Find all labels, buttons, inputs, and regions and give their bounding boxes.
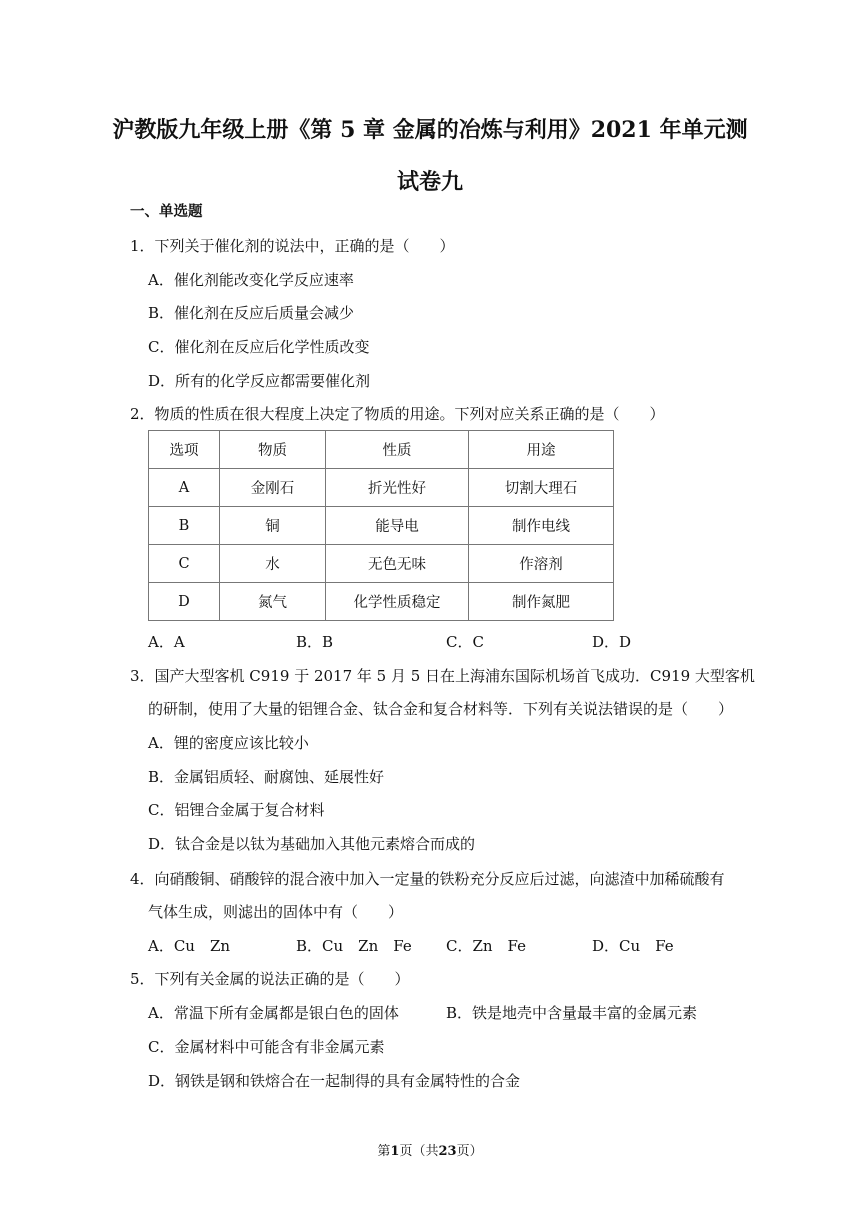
table-cell: 铜	[220, 507, 326, 545]
question-2-option-d: D．D	[592, 633, 632, 651]
document-title	[100, 104, 760, 208]
question-3-option-b: B．金属铝质轻、耐腐蚀、延展性好	[148, 768, 385, 786]
table-cell: 水	[220, 545, 326, 583]
table-cell: 折光性好	[326, 469, 469, 507]
footer-page-number: 1	[390, 1144, 400, 1159]
table-cell: D	[149, 583, 220, 621]
footer-suffix: 页）	[456, 1144, 483, 1159]
question-3-option-d: D．钛合金是以钛为基础加入其他元素熔合而成的	[148, 835, 476, 853]
table-row	[149, 469, 614, 507]
question-1-stem: 1．下列关于催化剂的说法中，正确的是（ ）	[130, 237, 455, 255]
question-1-option-c: C．催化剂在反应后化学性质改变	[148, 338, 370, 356]
table-row	[149, 545, 614, 583]
table-row	[149, 583, 614, 621]
question-5-option-a: A．常温下所有金属都是银白色的固体	[148, 1004, 399, 1022]
table-cell: B	[149, 507, 220, 545]
page-footer	[0, 1140, 860, 1159]
footer-total-pages: 23	[438, 1144, 457, 1159]
table-cell: 切割大理石	[469, 469, 614, 507]
table-cell: 氮气	[220, 583, 326, 621]
table-header-row	[149, 431, 614, 469]
question-5-option-c: C．金属材料中可能含有非金属元素	[148, 1038, 385, 1056]
question-5-stem: 5．下列有关金属的说法正确的是（ ）	[130, 970, 410, 988]
table-row	[149, 507, 614, 545]
table-cell: 无色无味	[326, 545, 469, 583]
table-cell: 制作电线	[469, 507, 614, 545]
question-3-stem-line-2: 的研制，使用了大量的铝锂合金、钛合金和复合材料等．下列有关说法错误的是（ ）	[148, 700, 734, 718]
question-3-option-c: C．铝锂合金属于复合材料	[148, 801, 325, 819]
table-header-cell: 用途	[469, 431, 614, 469]
table-cell: A	[149, 469, 220, 507]
table-cell: 能导电	[326, 507, 469, 545]
question-2-option-b: B．B	[296, 633, 334, 651]
section-heading: 一、单选题	[130, 203, 203, 220]
table-header-cell: 物质	[220, 431, 326, 469]
question-5-option-b: B．铁是地壳中含量最丰富的金属元素	[446, 1004, 698, 1022]
table-cell: 作溶剂	[469, 545, 614, 583]
question-4-option-d: D．Cu Fe	[592, 937, 674, 955]
question-4-option-c: C．Zn Fe	[446, 937, 527, 955]
question-2-option-c: C．C	[446, 633, 484, 651]
question-1-option-b: B．催化剂在反应后质量会减少	[148, 304, 355, 322]
footer-prefix: 第	[377, 1144, 391, 1159]
question-4-stem-line-2: 气体生成，则滤出的固体中有（ ）	[148, 903, 404, 921]
question-3-option-a: A．锂的密度应该比较小	[148, 734, 309, 752]
question-4-stem-line-1: 4．向硝酸铜、硝酸锌的混合液中加入一定量的铁粉充分反应后过滤，向滤渣中加稀硫酸有	[130, 870, 725, 888]
question-2-table	[148, 430, 614, 621]
title-line-2: 试卷九	[396, 169, 463, 195]
table-cell: 化学性质稳定	[326, 583, 469, 621]
question-2-stem: 2．物质的性质在很大程度上决定了物质的用途。下列对应关系正确的是（ ）	[130, 405, 665, 423]
table-header-cell: 性质	[326, 431, 469, 469]
question-4-option-b: B．Cu Zn Fe	[296, 937, 412, 955]
title-line-1: 沪教版九年级上册《第 5 章 金属的冶炼与利用》2021 年单元测	[112, 117, 748, 143]
table-header-cell: 选项	[149, 431, 220, 469]
footer-mid: 页（共	[399, 1144, 439, 1159]
question-1-option-a: A．催化剂能改变化学反应速率	[148, 271, 354, 289]
question-1-option-d: D．所有的化学反应都需要催化剂	[148, 372, 371, 390]
table-cell: 金刚石	[220, 469, 326, 507]
question-5-option-d: D．钢铁是钢和铁熔合在一起制得的具有金属特性的合金	[148, 1072, 521, 1090]
question-2-option-a: A．A	[148, 633, 185, 651]
table-cell: C	[149, 545, 220, 583]
question-4-option-a: A．Cu Zn	[148, 937, 231, 955]
table-cell: 制作氮肥	[469, 583, 614, 621]
question-3-stem-line-1: 3．国产大型客机 C919 于 2017 年 5 月 5 日在上海浦东国际机场首飞成功．C919 大型客机	[130, 667, 755, 685]
